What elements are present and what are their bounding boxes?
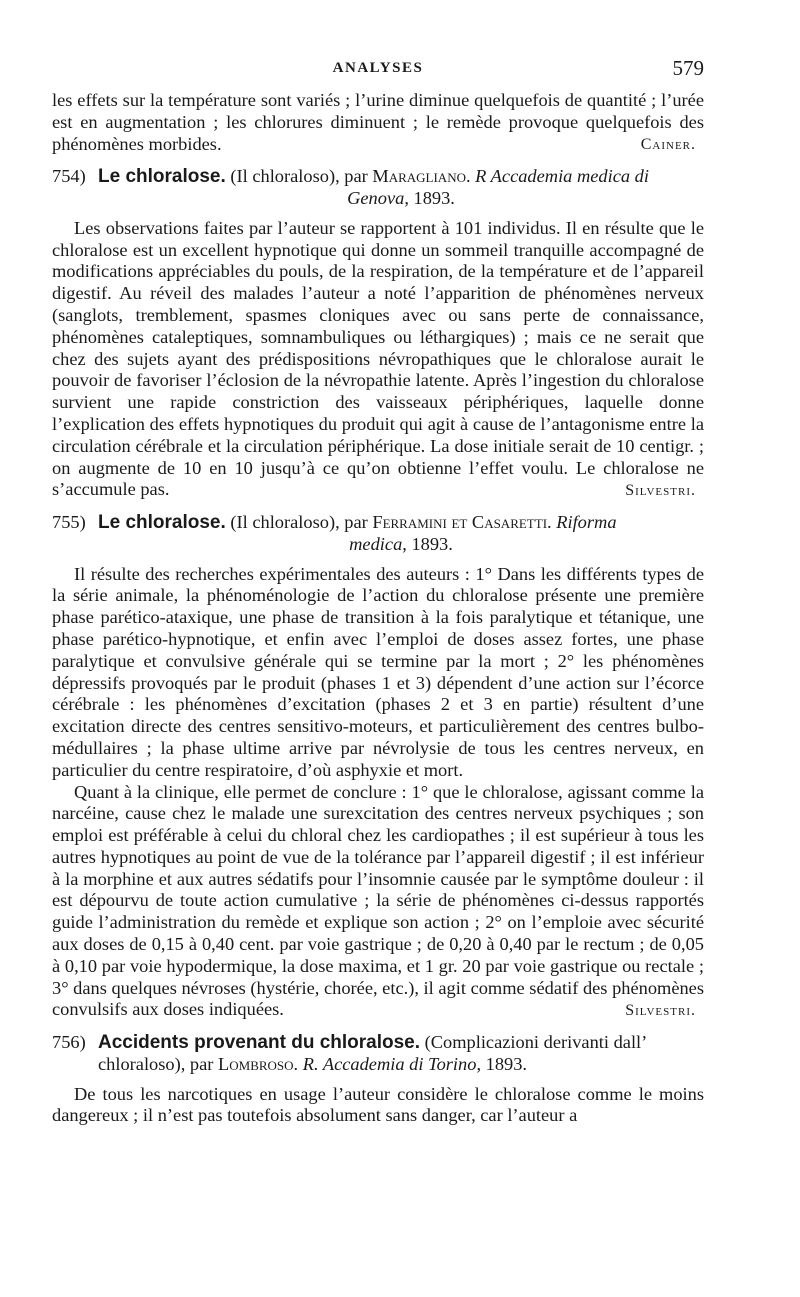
signature: Silvestri. — [625, 1002, 696, 1020]
entry-754 — [52, 166, 704, 502]
entry-number: 754) — [52, 166, 86, 187]
entry-year: , 1893. — [404, 187, 455, 208]
entry-original-title-cont: chloraloso), par — [98, 1053, 219, 1074]
entry-journal-cont: medica — [349, 533, 403, 554]
entry-original-title: (Il chloraloso), par — [225, 166, 373, 187]
entry-756 — [52, 1032, 704, 1127]
entry-original-title: (Complicazioni derivanti dall’ — [420, 1032, 646, 1053]
entry-separator: . — [547, 511, 557, 532]
entry-author: Lombroso — [218, 1053, 294, 1074]
entry-paragraph: De tous les narcotiques en usage l’auteur considère le chloralose comme le moins dangereux ; il n’est pas toutefois absolument sans danger, car l’auteur a — [52, 1083, 704, 1126]
signature: Silvestri. — [625, 482, 696, 500]
running-title: ANALYSES — [332, 60, 424, 76]
entry-heading — [52, 166, 704, 210]
entry-heading — [52, 512, 704, 556]
entry-separator: . — [465, 166, 476, 187]
entry-number: 756) — [52, 1032, 86, 1053]
entry-author: Ferramini et Casaretti — [372, 511, 548, 532]
entry-heading — [52, 1032, 704, 1076]
entry-paragraph: Il résulte des recherches expérimentales des auteurs : 1° Dans les différents types de la série animale, la phénoménologie de l’action du chloralose présente une première phase parético-ataxique, une phase de transition à la fois paralytique et tétanique, une phase parético-hypnotique, et enfin avec l’emploi de doses assez fortes, une phase paralytique et convulsive générale qui se termine par la mort ; 2° les phénomènes dépressifs provoqués par le produit (phases 1 et 3) dépendent d’une action sur l’écorce cérébrale : les phénomènes d’excitation (phases 2 et 3 en partie) résultent d’une excitation directe des centres sensitivo-moteurs, et particulièrement des centres bulbo-médullaires ; la phase ultime arrive par névrolysie de tous les centres nerveux, en particulier du centre respiratoire, d’où asphyxie et mort. — [52, 563, 704, 780]
page-number: 579 — [672, 56, 704, 80]
entry-year: , 1893. — [402, 533, 453, 554]
entry-subject: Accidents provenant du chloralose. — [98, 1032, 421, 1054]
entry-author: Maragliano — [372, 166, 466, 187]
entry-separator: . — [293, 1053, 303, 1074]
intro-section — [52, 90, 704, 156]
running-header — [52, 56, 704, 90]
entry-journal-cont: Genova — [347, 187, 405, 208]
entry-paragraph: Les observations faites par l’auteur se rapportent à 101 individus. Il en résulte que le chloralose est un excellent hypnotique qui donne un sommeil tranquille accompagné de modifications appréciables du pouls, de la respiration, de la température et de l’appareil digestif. Au réveil des malades l’auteur a noté l’apparition de phénomènes nerveux (sanglots, tremblement, spasmes cloniques avec ou sans perte de connaissance, phénomènes cataleptiques, somnambuliques ou léthargiques) ; mais ce ne serait que chez des sujets ayant des prédispositions névropathiques que le chloralose aurait le pouvoir de favoriser l’éclosion de la névropathie latente. Après l’ingestion du chloralose survient une rapide constriction des vaisseaux périphériques, laquelle donne l’explication des effets hypnotiques du produit qui agit à cause de l’antagonisme entre la circulation cérébrale et la circulation périphérique. La dose initiale serait de 10 centigr. ; on augmente de 10 en 10 jusqu’à ce qu’on obtienne l’effet voulu. Le chloralose ne s’accumule pas. — [52, 217, 704, 500]
entry-body — [52, 1084, 704, 1128]
entry-journal: R Accademia medica di — [475, 166, 649, 187]
entry-paragraph: Quant à la clinique, elle permet de conclure : 1° que le chloralose, agissant comme la narcéine, cause chez le malade une surexcitation des centres nerveux psychiques ; son emploi est préférable à celui du chloral chez les cardiopathes ; il est supérieur à tous les autres hypnotiques au point de vue de la tolérance par l’appareil digestif ; il est inférieur à la morphine et aux autres sédatifs pour l’insomnie causée par le symptôme douleur : il est dépourvu de toute action cumulative ; la série de phénomènes ci-dessus rapportés guide l’administration du remède et explique son action ; 2° on l’emploie avec sécurité aux doses de 0,15 à 0,40 cent. par voie gastrique ; de 0,20 à 0,40 par le rectum ; de 0,05 à 0,10 par voie hypodermique, la dose maxima, et 1 gr. 20 par voie gastrique ou rectale ; 3° dans quelques névroses (hystérie, chorée, etc.), il agit comme sédatif des phénomènes convulsifs aux doses indiquées. — [52, 781, 704, 1020]
entry-subject: Le chloralose. — [98, 511, 226, 533]
signature: Cainer. — [640, 136, 696, 154]
entry-subject: Le chloralose. — [98, 166, 226, 188]
intro-paragraph: les effets sur la température sont variés ; l’urine diminue quelquefois de quantité ; l’urée est en augmentation ; les chlorures diminuent ; le remède provoque quelquefois des phénomènes morbides. — [52, 90, 704, 154]
entry-body — [52, 218, 704, 502]
entry-body — [52, 564, 704, 1023]
entry-755 — [52, 512, 704, 1022]
entry-heading-continuation — [98, 188, 704, 210]
entry-number: 755) — [52, 511, 86, 532]
entry-heading-continuation — [98, 534, 704, 556]
entry-journal: R. Accademia di Torino — [302, 1053, 477, 1074]
entry-original-title: (Il chloraloso), par — [225, 511, 373, 532]
entry-journal: Riforma — [556, 511, 617, 532]
entry-year: , 1893. — [476, 1053, 528, 1074]
